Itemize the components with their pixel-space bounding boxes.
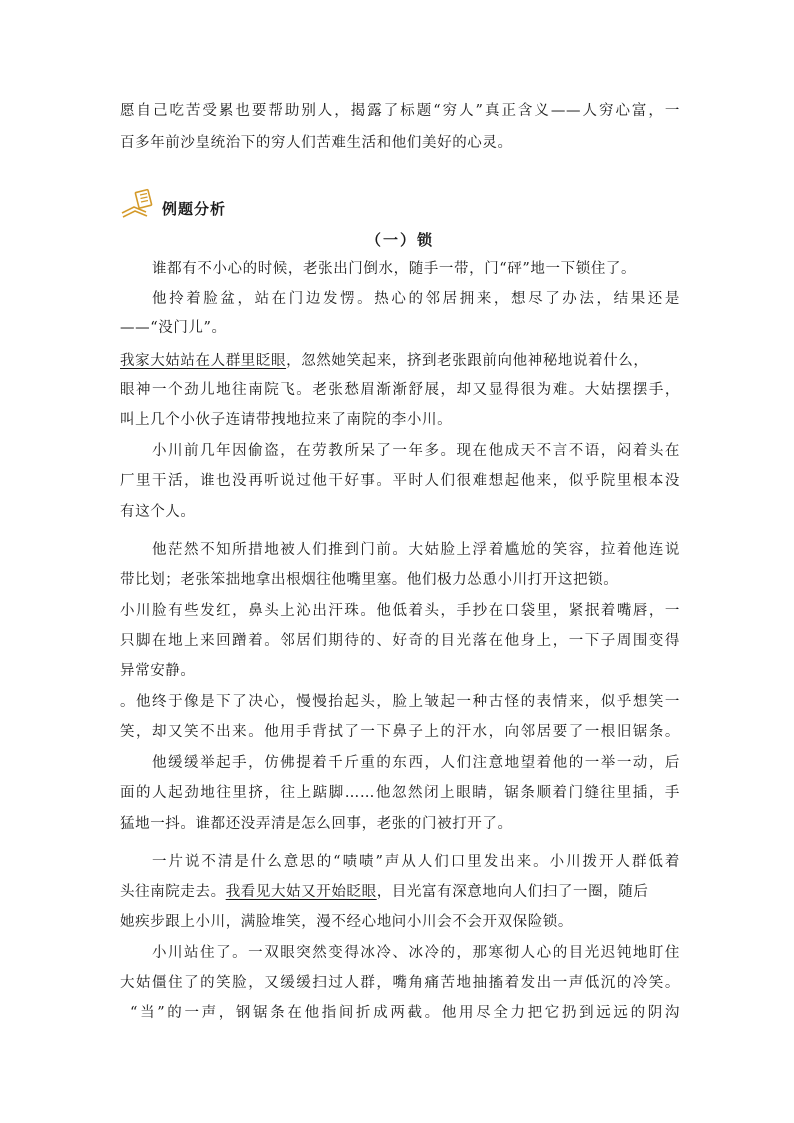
story-line: 厂里干活，谁也没再听说过他干好事。平时人们很难想起他来，似乎院里根本没 (120, 473, 680, 489)
story-line: ——“没门儿”。 (120, 320, 227, 336)
story-line: 面的人起劲地往里挤，往上踮脚……他忽然闭上眼睛，锯条顺着门缝往里插，手 (120, 785, 680, 801)
story-line: 小川前几年因偷盗，在劳教所呆了一年多。现在他成天不言不语，闷着头在 (152, 443, 680, 459)
story-title: （一）锁 (365, 231, 434, 249)
story-line-text: 头往南院走去。 (120, 884, 226, 900)
story-line (120, 882, 680, 902)
story-line (120, 351, 680, 371)
story-line: 小川脸有些发红，鼻头上沁出汗珠。他低着头，手抄在口袋里，紧抿着嘴唇，一 (120, 603, 680, 619)
story-line: 大姑僵住了的笑脸，又缓缓扫过人群，嘴角痛苦地抽搐着发出一声低沉的冷笑。 (120, 975, 680, 991)
section-title: 例题分析 (162, 200, 227, 218)
story-line-text: ，忽然她笑起来，挤到老张跟前向他神秘地说着什么， (286, 353, 649, 369)
story-line: 只脚在地上来回蹭着。邻居们期待的、好奇的目光落在他身上，一下子周围变得 (120, 633, 680, 649)
pencil-note-icon (120, 187, 156, 221)
story-line: 异常安静。 (120, 663, 196, 679)
story-line: 笑，却又笑不出来。他用手背拭了一下鼻子上的汗水，向邻居要了一根旧锯条。 (120, 724, 680, 740)
story-line: 叫上几个小伙子连请带拽地拉来了南院的李小川。 (120, 412, 453, 428)
story-line: 他缓缓举起手，仿佛提着千斤重的东西，人们注意地望着他的一举一动，后 (152, 755, 680, 771)
story-line: 有这个人。 (120, 504, 196, 520)
intro-line-2: 百多年前沙皇统治下的穷人们苦难生活和他们美好的心灵。 (120, 135, 513, 151)
story-line: 他茫然不知所措地被人们推到门前。大姑脸上浮着尴尬的笑容，拉着他连说 (152, 542, 680, 558)
story-line: 一片说不清是什么意思的“啧啧”声从人们口里发出来。小川拨开人群低着 (152, 854, 680, 870)
story-line-text: ，目光富有深意地向人们扫了一圈，随后 (376, 884, 649, 900)
underlined-phrase: 我看见大姑又开始眨眼 (225, 884, 377, 900)
story-line: 小川站住了。一双眼突然变得冰冷、冰冷的，那寒彻人心的目光迟钝地盯住 (152, 945, 680, 961)
story-line: 猛地一抖。谁都还没弄清是怎么回事，老张的门被打开了。 (120, 816, 513, 832)
section-header (120, 187, 420, 227)
intro-line-1: 愿自己吃苦受累也要帮助别人，揭露了标题“穷人”真正含义——人穷心富，一 (120, 103, 680, 119)
underlined-phrase: 我家大姑站在人群里眨眼 (120, 353, 287, 369)
story-line: 她疾步跟上小川，满脸堆笑，漫不经心地问小川会不会开双保险锁。 (120, 914, 573, 930)
story-line: 。他终于像是下了决心，慢慢抬起头，脸上皱起一种古怪的表情来，似乎想笑一 (120, 694, 680, 710)
story-line: “当”的一声，钢锯条在他指间折成两截。他用尽全力把它扔到远远的阴沟 (130, 1005, 680, 1021)
story-line: 谁都有不小心的时候，老张出门倒水，随手一带，门“砰”地一下锁住了。 (152, 261, 637, 277)
story-line: 他拎着脸盆，站在门边发愣。热心的邻居拥来，想尽了办法，结果还是 (152, 291, 680, 307)
story-line: 眼神一个劲儿地往南院飞。老张愁眉渐渐舒展，却又显得很为难。大姑摆摆手， (120, 382, 680, 398)
story-line: 带比划；老张笨拙地拿出根烟往他嘴里塞。他们极力怂恿小川打开这把锁。 (120, 572, 619, 588)
